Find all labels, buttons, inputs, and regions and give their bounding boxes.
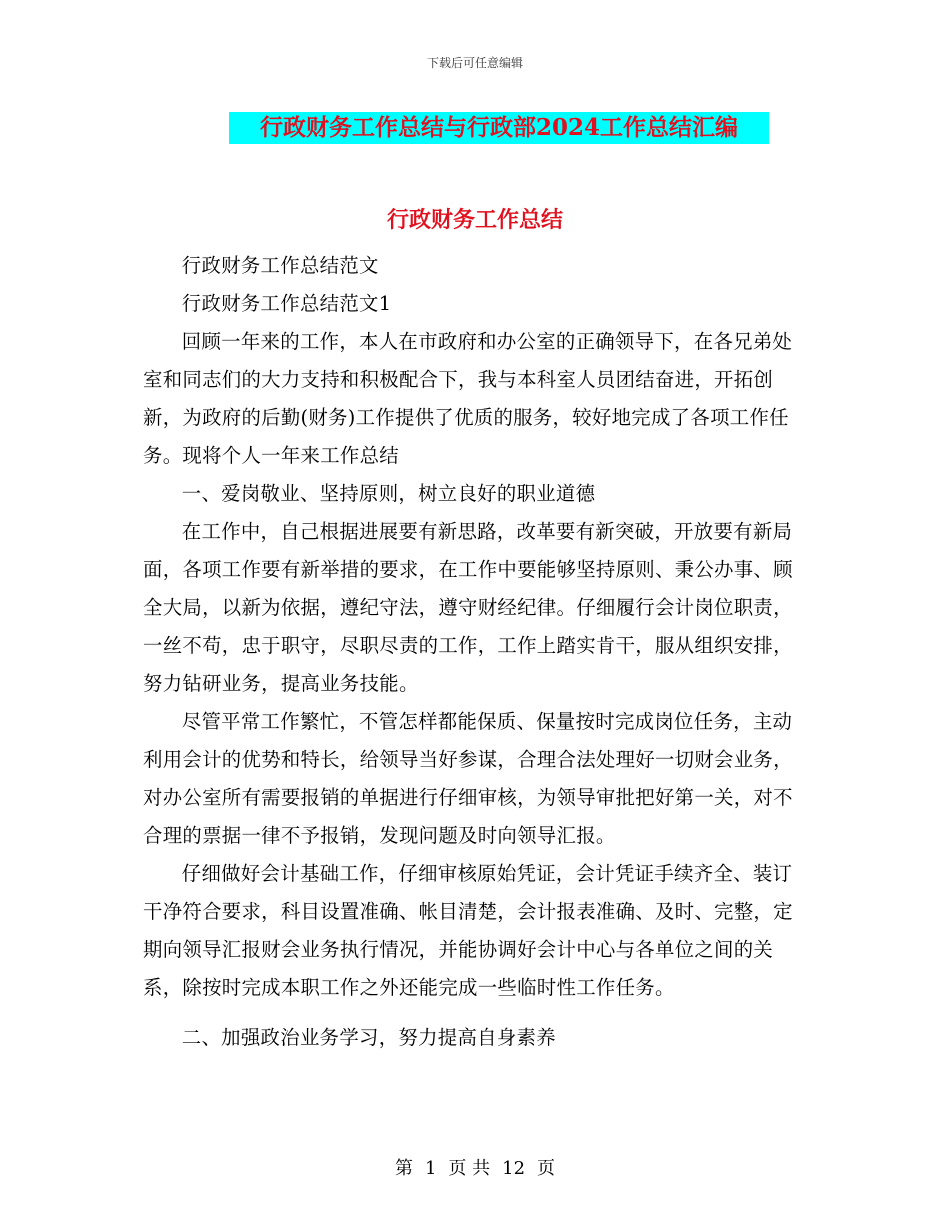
footer-page-number: 1 — [424, 1158, 437, 1179]
paragraph: 一、爱岗敬业、坚持原则，树立良好的职业道德 — [181, 482, 596, 505]
paragraph: 仔细做好会计基础工作，仔细审核原始凭证，会计凭证手续齐全、装订干净符合要求，科目设置准确、帐目清楚，会计报表准确、及时、完整，定期向领导汇报财会业务执行情况，并能协调好会计中心与各单位之间的关系，除按时完成本职工作之外还能完成一些临时性工作任务。 — [143, 862, 793, 999]
footer-mid: 页 共 — [448, 1158, 491, 1179]
header-note: 下载后可任意编辑 — [426, 56, 523, 70]
paragraph: 行政财务工作总结范文1 — [181, 292, 392, 315]
page-footer — [0, 1154, 950, 1180]
section-title: 行政财务工作总结 — [386, 207, 563, 233]
document-body — [143, 247, 809, 1057]
paragraph: 尽管平常工作繁忙，不管怎样都能保质、保量按时完成岗位任务，主动利用会计的优势和特长，给领导当好参谋，合理合法处理好一切财会业务，对办公室所有需要报销的单据进行仔细审核，为领导审批把好第一关，对不合理的票据一律不予报销，发现问题及时向领导汇报。 — [143, 710, 793, 847]
footer-prefix: 第 — [394, 1158, 413, 1179]
paragraph: 在工作中，自己根据进展要有新思路，改革要有新突破，开放要有新局面，各项工作要有新举措的要求，在工作中要能够坚持原则、秉公办事、顾全大局，以新为依据，遵纪守法，遵守财经纪律。仔细履行会计岗位职责，一丝不苟，忠于职守，尽职尽责的工作，工作上踏实肯干，服从组织安排，努力钻研业务，提高业务技能。 — [143, 520, 793, 695]
paragraph: 行政财务工作总结范文 — [181, 254, 379, 277]
footer-total-pages: 12 — [502, 1158, 526, 1179]
document-title: 行政财务工作总结与行政部2024工作总结汇编 — [229, 112, 769, 144]
footer-suffix: 页 — [537, 1158, 556, 1179]
paragraph: 二、加强政治业务学习，努力提高自身素养 — [181, 1026, 556, 1049]
paragraph: 回顾一年来的工作，本人在市政府和办公室的正确领导下，在各兄弟处室和同志们的大力支持和积极配合下，我与本科室人员团结奋进，开拓创新，为政府的后勤(财务)工作提供了优质的服务，较好地完成了各项工作任务。现将个人一年来工作总结 — [143, 330, 793, 467]
